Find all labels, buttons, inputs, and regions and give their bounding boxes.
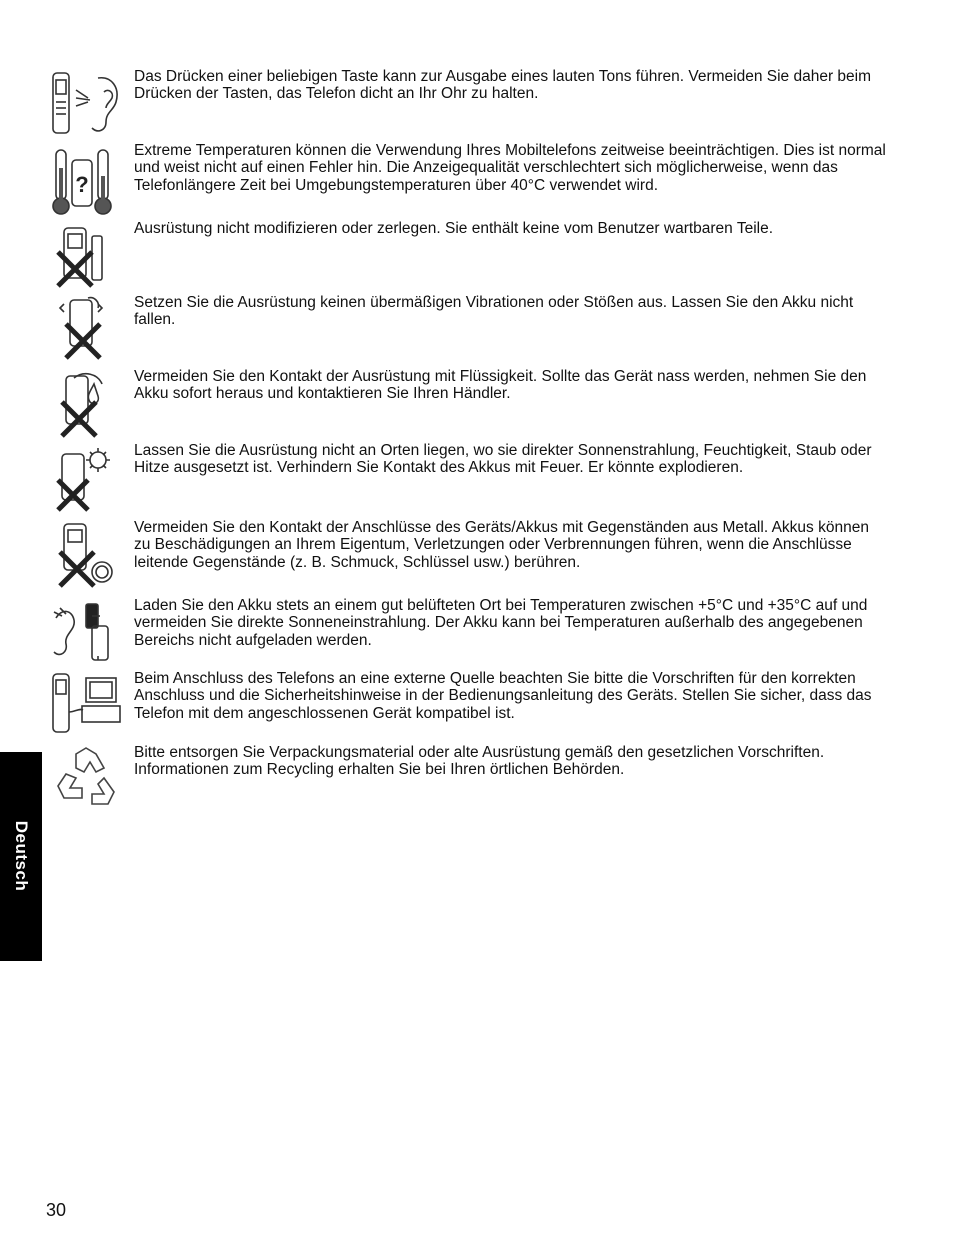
safety-note-4: Setzen Sie die Ausrüstung keinen übermäßigen Vibrationen oder Stößen aus. Lassen Sie den Akku nicht fallen. — [134, 294, 854, 329]
recycle-icon — [50, 744, 122, 814]
safety-note-2: Extreme Temperaturen können die Verwendung Ihres Mobiltelefons zeitweise beeinträchtigen. Dies ist normal und weist nicht auf einen Fehler hin. Die Anzeigequalität verschlechtert sich möglicherweise, wenn das Telefonlängere Zeit bei Umgebungstemperaturen über 40°C verwendet wird. — [134, 142, 886, 194]
phone-ear-icon — [50, 68, 122, 138]
no-liquid-icon — [50, 370, 122, 440]
no-disassemble-icon — [50, 222, 122, 290]
safety-note-8: Laden Sie den Akku stets an einem gut belüfteten Ort bei Temperaturen zwischen +5°C und +35°C auf und vermeiden Sie direkte Sonneneinstrahlung. Der Akku kann bei Temperaturen außerhalb des angegebenen Bereichs nicht aufgeladen werden. — [134, 597, 868, 649]
language-side-tab — [0, 752, 42, 961]
thermometer-icon — [50, 146, 122, 218]
safety-note-7: Vermeiden Sie den Kontakt der Anschlüsse des Geräts/Akkus mit Gegenständen aus Metall. Akkus können zu Beschädigungen an Ihrem Eigentum, Verletzungen oder Verbrennungen führen, wenn die Anschlüsse leitende Gegenstände (z. B. Schmuck, Schlüssel usw.) berühren. — [134, 519, 869, 571]
safety-note-1: Das Drücken einer beliebigen Taste kann zur Ausgabe eines lauten Tons führen. Vermeiden Sie daher beim Drücken der Tasten, das Telefon dicht an Ihr Ohr zu halten. — [134, 68, 872, 103]
no-vibration-icon — [50, 294, 122, 362]
no-metal-contact-icon — [50, 520, 122, 588]
safety-note-9: Beim Anschluss des Telefons an eine externe Quelle beachten Sie bitte die Vorschriften für den korrekten Anschluss und die Sicherheitshinweise in der Bedienungsanleitung des Geräts. Stellen Sie sicher, dass das Telefon mit dem angeschlossenen Gerät kompatibel ist. — [134, 670, 872, 722]
safety-note-3: Ausrüstung nicht modifizieren oder zerlegen. Sie enthält keine vom Benutzer wartbaren Teile. — [134, 220, 774, 237]
charging-icon — [50, 598, 122, 664]
no-sun-heat-icon — [50, 446, 122, 514]
page-number: 30 — [46, 1200, 67, 1220]
safety-note-6: Lassen Sie die Ausrüstung nicht an Orten liegen, wo sie direkter Sonnenstrahlung, Feuchtigkeit, Staub oder Hitze ausgesetzt ist. Verhindern Sie Kontakt des Akkus mit Feuer. Er könnte explodieren. — [134, 442, 872, 477]
safety-note-5: Vermeiden Sie den Kontakt der Ausrüstung mit Flüssigkeit. Sollte das Gerät nass werden, nehmen Sie den Akku sofort heraus und kontaktieren Sie Ihren Händler. — [134, 368, 867, 403]
external-device-icon — [50, 668, 122, 738]
safety-note-10: Bitte entsorgen Sie Verpackungsmaterial oder alte Ausrüstung gemäß den gesetzlichen Vorschriften. Informationen zum Recycling erhalten Sie bei Ihren örtlichen Behörden. — [134, 744, 825, 779]
language-label: Deutsch — [12, 820, 31, 892]
svg-text:?: ? — [75, 172, 89, 197]
